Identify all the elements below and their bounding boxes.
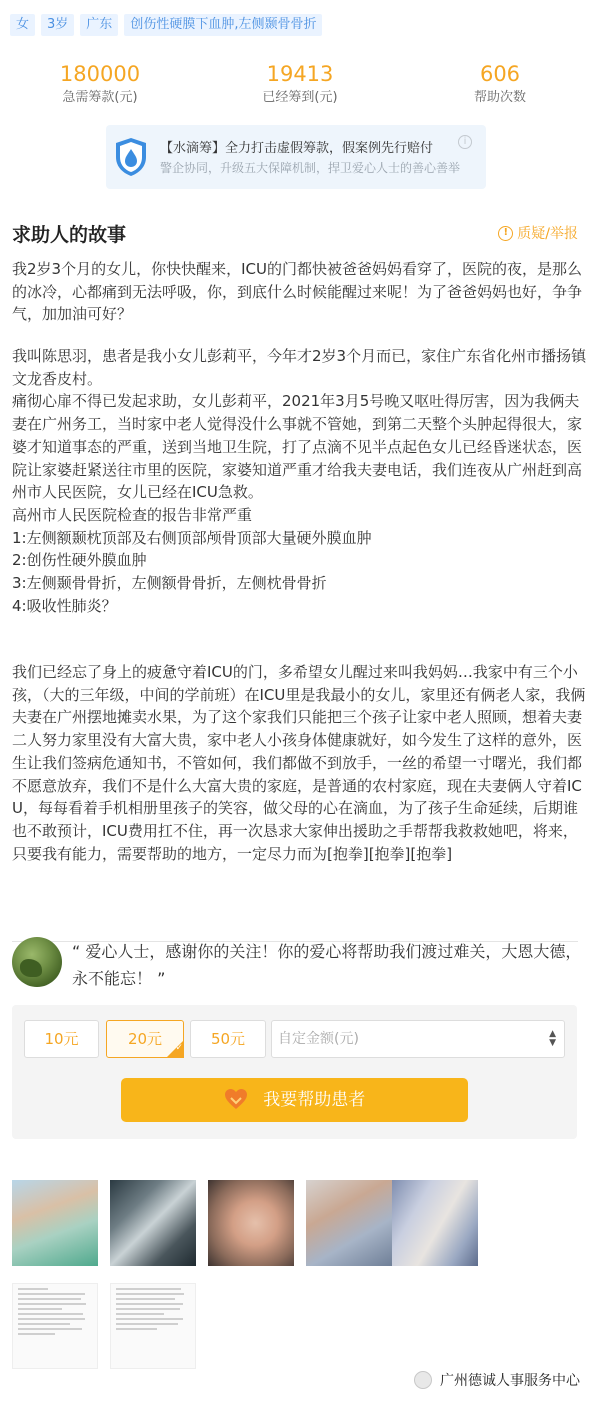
- amount-option-50[interactable]: 50元: [190, 1020, 266, 1058]
- heart-hands-icon: [224, 1088, 248, 1110]
- stat-target-value: 180000: [59, 62, 141, 86]
- amount-option-10[interactable]: 10元: [24, 1020, 99, 1058]
- tag-region: 广东: [80, 14, 118, 36]
- stat-raised-value: 19413: [266, 62, 334, 86]
- report-link[interactable]: [498, 223, 578, 243]
- banner-subtitle: 警企协同，升级五大保障机制，捍卫爱心人士的善心善举: [160, 161, 461, 175]
- report-label: 质疑/举报: [517, 226, 578, 242]
- stat-raised: [200, 60, 400, 108]
- custom-amount-select[interactable]: [271, 1020, 565, 1058]
- tag-age: 3岁: [41, 14, 74, 36]
- tag-list: [10, 14, 322, 36]
- stat-helps-value: 606: [479, 62, 521, 86]
- banner-title: 【水滴筹】全力打击虚假筹款，假案例先行赔付: [160, 141, 434, 156]
- tag-gender: 女: [10, 14, 35, 36]
- custom-amount-placeholder: 自定金额(元): [278, 1031, 359, 1047]
- thanks-message: “ 爱心人士，感谢你的关注！你的爱心将帮助我们渡过难关，大恩大德，永不能忘！ ”: [72, 942, 582, 988]
- donate-panel: [12, 1005, 577, 1139]
- amount-option-20[interactable]: [106, 1020, 184, 1058]
- exclamation-icon: !: [498, 226, 513, 241]
- stat-helps-label: 帮助次数: [473, 90, 526, 105]
- stat-helps: [400, 60, 600, 108]
- amount-option-20-label: 20元: [127, 1030, 163, 1048]
- select-arrows-icon: ▲ ▼: [549, 1029, 556, 1048]
- document-photo-2[interactable]: [110, 1283, 196, 1369]
- shield-icon: [114, 137, 148, 177]
- story-title: 求助人的故事: [12, 224, 127, 246]
- patient-photo-2[interactable]: [110, 1180, 196, 1266]
- stat-target: [0, 60, 200, 108]
- help-patient-label: 我要帮助患者: [263, 1090, 366, 1110]
- footer-label: 广州德诚人事服务中心: [440, 1373, 580, 1389]
- story-paragraph-2: 我叫陈思羽，患者是我小女儿彭莉平，今年才2岁3个月而已，家住广东省化州市播扬镇文龙香皮村。 痛彻心扉不得已发起求助，女儿彭莉平，2021年3月5号晚又呕吐得厉害，因为我俩夫妻在广州务工，当时家中老人觉得没什么事就不管她，到第二天整个头肿起得很大，家婆才知道事态的严重，送到当地卫生院，打了点滴不见半点起色女儿已经昏迷状态，医院让家婆赶紧送往市里的医院，家婆知道严重才给我夫妻电话，我们连夜从广州赶到高州市人民医院，女儿已经在ICU急救。 高州市人民医院检查的报告非常严重 1:左侧额颞枕顶部及右侧顶部颅骨顶部大量硬外膜血肿 2:创伤性硬外膜血肿 3:左侧颞骨骨折，左侧额骨骨折，左侧枕骨骨折 4:吸收性肺炎？: [12, 347, 587, 615]
- wechat-logo-icon: [414, 1371, 432, 1389]
- document-photo-1[interactable]: [12, 1283, 98, 1369]
- stat-raised-label: 已经筹到(元): [262, 90, 338, 105]
- avatar: [12, 937, 62, 987]
- story-paragraph-3: 我们已经忘了身上的疲惫守着ICU的门，多希望女儿醒过来叫我妈妈…我家中有三个小孩，（大的三年级，中间的学前班）在ICU里是我最小的女儿，家里还有俩老人家，我俩夫妻在广州摆地摊卖水果，为了这个家我们只能把三个孩子让家中老人照顾，想着夫妻二人努力家里没有大富大贵，家中老人小孩身体健康就好，如今发生了这样的意外，医生让我们签病危通知书，不管如何，我们都做不到放手，一丝的希望一寸曙光，我们都不愿意放弃，我们不是什么大富大贵的家庭，是普通的农村家庭，现在夫妻俩人守着ICU，每每看着手机相册里孩子的笑容，做父母的心在滴血，为了孩子生命延续，后期谁也不敢预计，ICU费用扛不住，再一次恳求大家伸出援助之手帮帮我救救她吧，将来，只要我有能力，需要帮助的地方，一定尽力而为[抱拳][抱拳][抱拳]: [12, 663, 586, 863]
- guarantee-banner[interactable]: [106, 125, 486, 189]
- patient-photo-1[interactable]: [12, 1180, 98, 1266]
- patient-photo-5[interactable]: [392, 1180, 478, 1266]
- story-paragraph-1: 我2岁3个月的女儿，你快快醒来，ICU的门都快被爸爸妈妈看穿了，医院的夜，是那么的冰冷，心都痛到无法呼吸，你，到底什么时候能醒过来呢！为了爸爸妈妈也好，争争气，加加油可好？: [12, 260, 583, 324]
- tag-diagnosis: 创伤性硬膜下血肿,左侧颞骨骨折: [124, 14, 322, 36]
- patient-photo-3[interactable]: [208, 1180, 294, 1266]
- watermark-footer: [414, 1370, 580, 1390]
- fundraising-stats: [0, 60, 600, 108]
- patient-photo-4[interactable]: [306, 1180, 392, 1266]
- help-patient-button[interactable]: [121, 1078, 468, 1122]
- check-icon: [166, 1040, 184, 1058]
- info-icon[interactable]: i: [458, 135, 472, 149]
- stat-target-label: 急需筹款(元): [62, 90, 138, 105]
